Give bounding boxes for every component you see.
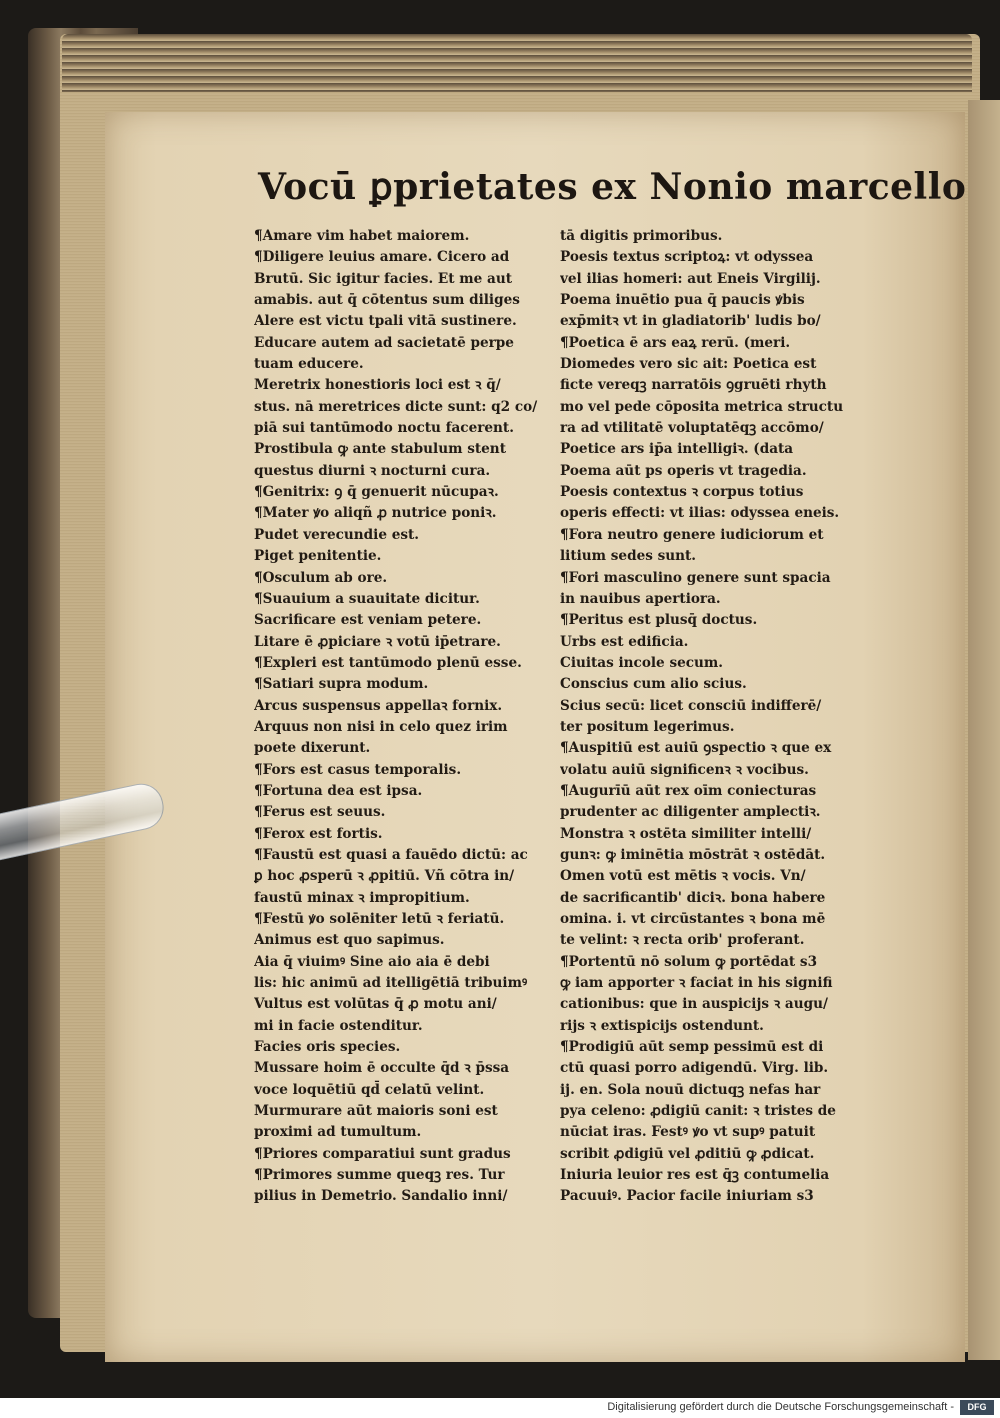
text-line: ¶Augurīū aūt rex oīm coniecturas (560, 782, 817, 799)
page-title: Vocū ꝑprietates ex Nonio marcello (258, 166, 967, 208)
text-line: Aia q̄ viuimꝰ Sine aio aia ē debi (254, 953, 490, 970)
text-line: ¶Portentū nō solum ꝙ portēdat s3 (560, 953, 818, 970)
text-line: Mussare hoim ē occulte q̄d ꝛ p̄ssa (254, 1060, 510, 1077)
text-line: stus. nā meretrices dicte sunt: q2 co/ (254, 398, 538, 415)
footer-bar (0, 1398, 1000, 1418)
text-line: ra ad vtilitatē voluptatēqꝫ accōmo/ (560, 420, 824, 437)
right-text-column (560, 226, 860, 1208)
text-line: poete dixerunt. (254, 740, 371, 757)
text-line: ¶Faustū est quasi a fauēdo dictū: ac (254, 846, 528, 863)
text-line: te velint: ꝛ recta orib' proferant. (560, 932, 805, 949)
text-line: Pudet verecundie est. (254, 526, 420, 543)
text-line: ¶Prodigiū aūt semp pessimū est di (560, 1039, 824, 1056)
text-line: ij. en. Sola nouū dictuqꝫ nefas har (560, 1081, 821, 1098)
text-line: Piget penitentie. (254, 548, 382, 565)
text-line: amabis. aut q̄ cōtentus sum diliges (254, 292, 520, 309)
left-text-column (254, 226, 554, 1208)
text-line: Pacuuiꝰ. Pacior facile iniuriam s3 (560, 1188, 814, 1205)
text-line: ¶Fora neutro genere iudiciorum et (560, 526, 824, 543)
text-line: mi in facie ostenditur. (254, 1017, 423, 1034)
text-line: Arcus suspensus appellaꝛ fornix. (254, 697, 503, 714)
text-line: Animus est quo sapimus. (254, 932, 445, 949)
text-line: Poema inuētio pua q̄ paucis ꝟbis (560, 292, 805, 309)
text-line: Monstra ꝛ ostēta similiter intelli/ (560, 825, 812, 842)
text-line: voce loquētiū qd̄ celatū velint. (254, 1081, 485, 1098)
text-line: Brutū. Sic igitur facies. Et me aut (254, 270, 513, 287)
text-line: rijs ꝛ extispicijs ostendunt. (560, 1017, 764, 1034)
text-line: ficte vereqꝫ narratōis ꝯgruēti rhyth (560, 377, 827, 394)
text-line: proximi ad tumultum. (254, 1124, 422, 1141)
page-stack-top-edge (62, 34, 972, 92)
text-line: Sacrificare est veniam petere. (254, 612, 482, 629)
text-line: volatu auiū significenꝛ ꝛ vocibus. (560, 761, 809, 778)
text-line: ¶Amare vim habet maiorem. (254, 228, 470, 244)
text-line: Prostibula ꝙ ante stabulum stent (254, 441, 506, 458)
text-line: ¶Mater ꝟo aliqñ ꝓ nutrice poniꝛ. (254, 505, 497, 522)
text-line: Murmurare aūt maioris soni est (254, 1103, 498, 1120)
text-line: ¶Genitrix: ꝯ q̄ genuerit nūcupaꝛ. (254, 484, 499, 501)
text-line: Ciuitas incole secum. (560, 654, 724, 671)
text-line: ꝑ hoc ꝓsperū ꝛ ꝓpitiū. Vñ cōtra in/ (254, 868, 515, 885)
text-line: ¶Expleri est tantūmodo plenū esse. (254, 654, 522, 671)
text-line: ꝙ iam apporter ꝛ faciat in his signifi (560, 975, 833, 992)
text-line: Litare ē ꝓpiciare ꝛ votū ip̄etrare. (254, 633, 501, 650)
text-line: ter positum legerimus. (560, 718, 735, 735)
text-line: prudenter ac diligenter amplectiꝛ. (560, 804, 821, 821)
text-line: Meretrix honestioris loci est ꝛ q̄/ (254, 377, 501, 394)
dfg-logo: DFG (960, 1400, 994, 1415)
text-line: ¶Priores comparatiui sunt gradus (254, 1145, 511, 1162)
facing-page-edge (968, 100, 1000, 1360)
text-line: ¶Suauium a suauitate dicitur. (254, 590, 480, 607)
text-line: de sacrificantib' diciꝛ. bona habere (560, 889, 826, 906)
text-line: vel ilias homeri: aut Eneis Virgilij. (560, 270, 821, 287)
text-line: in nauibus apertiora. (560, 590, 721, 607)
text-line: scribit ꝓdigiū vel ꝓditiū ꝙ ꝓdicat. (560, 1145, 815, 1162)
text-line: nūciat iras. Festꝰ ꝟo vt supꝰ patuit (560, 1124, 816, 1141)
text-line: cationibus: que in auspicijs ꝛ augu/ (560, 996, 828, 1013)
text-line: ¶Poetica ē ars eaꝝ rerū. (meri. (560, 334, 791, 351)
text-line: ¶Fori masculino genere sunt spacia (560, 569, 831, 586)
text-line: Educare autem ad sacietatē perpe (254, 334, 514, 351)
text-line: exp̄mitꝛ vt in gladiatorib' ludis bo/ (560, 313, 821, 330)
text-line: faustū minax ꝛ impropitium. (254, 889, 470, 906)
text-line: ¶Fortuna dea est ipsa. (254, 782, 423, 799)
text-line: ¶Ferox est fortis. (254, 825, 383, 842)
text-line: ¶Primores summe queqꝫ res. Tur (254, 1167, 505, 1184)
text-line: Iniuria leuior res est q̄ꝫ contumelia (560, 1167, 830, 1184)
text-line: lis: hic animū ad itelligētiā tribuimꝰ (254, 975, 528, 992)
text-line: ¶Auspitiū est auiū ꝯspectio ꝛ que ex (560, 740, 832, 757)
text-line: Facies oris species. (254, 1039, 401, 1056)
text-line: mo vel pede cōposita metrica structu (560, 398, 844, 415)
text-line: Vultus est volūtas q̄ ꝓ motu ani/ (254, 996, 497, 1013)
text-line: ¶Ferus est seuus. (254, 804, 386, 821)
text-line: Conscius cum alio scius. (560, 676, 747, 693)
text-line: piā sui tantūmodo noctu facerent. (254, 420, 514, 437)
text-line: Poesis textus scriptoꝝ: vt odyssea (560, 249, 814, 266)
text-line: ¶Diligere leuius amare. Cicero ad (254, 249, 510, 266)
text-line: pya celeno: ꝓdigiū canit: ꝛ tristes de (560, 1103, 836, 1120)
text-line: Scius secū: licet consciū indifferē/ (560, 697, 822, 714)
text-line: Poesis contextus ꝛ corpus totius (560, 484, 804, 501)
text-line: Poetice ars ip̄a intelligiꝛ. (data (560, 441, 794, 458)
text-line: Alere est victu tpali vitā sustinere. (254, 313, 517, 330)
text-line: ¶Peritus est plusq̄ doctus. (560, 612, 758, 629)
text-line: pilius in Demetrio. Sandalio inni/ (254, 1188, 508, 1205)
text-line: operis effecti: vt ilias: odyssea eneis. (560, 505, 840, 522)
text-line: ctū quasi porro adigendū. Virg. lib. (560, 1060, 829, 1077)
text-line: ¶Satiari supra modum. (254, 676, 429, 693)
text-line: Urbs est edificia. (560, 633, 689, 650)
text-line: Arquus non nisi in celo quez irim (254, 718, 508, 735)
text-line: ¶Festū ꝟo solēniter letū ꝛ feriatū. (254, 911, 505, 927)
text-line: questus diurni ꝛ nocturni cura. (254, 462, 491, 479)
text-line: litium sedes sunt. (560, 548, 697, 565)
text-line: tuam educere. (254, 356, 364, 373)
text-line: ¶Osculum ab ore. (254, 569, 388, 586)
text-line: Diomedes vero sic ait: Poetica est (560, 356, 817, 373)
text-line: Poema aūt ps operis vt tragedia. (560, 462, 807, 479)
text-line: omina. i. vt circūstantes ꝛ bona mē (560, 911, 826, 927)
text-line: gunꝛ: ꝙ iminētia mōstrāt ꝛ ostēdāt. (560, 846, 826, 863)
funding-credit: Digitalisierung gefördert durch die Deutsche Forschungsgemeinschaft - (607, 1401, 954, 1413)
text-line: ¶Fors est casus temporalis. (254, 761, 462, 778)
text-line: tā digitis primoribus. (560, 228, 723, 244)
text-line: Omen votū est mētis ꝛ vocis. Vn/ (560, 868, 806, 885)
